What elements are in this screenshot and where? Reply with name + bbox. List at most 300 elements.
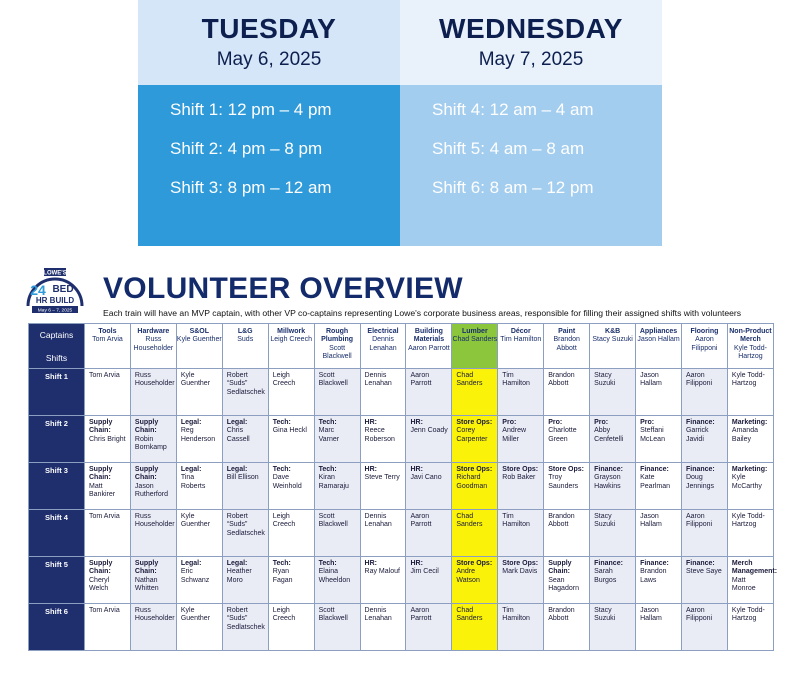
captain-name: Kyle Todd-Hartzog <box>733 344 767 361</box>
department-label: HR: <box>410 419 423 426</box>
volunteer-cell <box>406 369 452 416</box>
category-name: Non-Product Merch <box>729 328 772 344</box>
volunteer-name: Marc Varner <box>318 427 340 443</box>
table-row <box>29 463 774 510</box>
volunteer-cell <box>727 604 773 651</box>
department-label: Tech: <box>272 560 291 567</box>
volunteer-name: Reg Henderson <box>180 427 216 443</box>
captain-name: Leigh Creech <box>270 336 312 344</box>
volunteer-name: Eric Schwanz <box>180 568 210 584</box>
volunteer-name: Dave Weinhold <box>272 474 302 490</box>
volunteer-name: Bill Ellison <box>226 474 259 482</box>
department-label: Finance: <box>685 466 715 473</box>
volunteer-cell <box>406 510 452 557</box>
department-label: Tech: <box>272 419 291 426</box>
table-row <box>29 369 774 416</box>
shifts-label: Shifts <box>45 353 68 363</box>
volunteer-name: Brandon Abbott <box>548 607 575 623</box>
shift-label: Shift 5 <box>29 557 85 604</box>
department-label: Pro: <box>594 419 609 426</box>
volunteer-name: Brandon Abbott <box>548 372 575 388</box>
column-header <box>85 324 131 369</box>
volunteer-cell <box>360 416 406 463</box>
volunteer-name: Kyle Todd-Hartzog <box>731 372 765 388</box>
shift-time: Shift 6: 8 am – 12 pm <box>432 178 594 197</box>
tuesday-shifts <box>138 85 400 246</box>
volunteer-name: Jason Hallam <box>640 607 662 623</box>
category-name: Tools <box>98 328 117 335</box>
department-label: Supply Chain: <box>134 560 159 576</box>
department-label: Legal: <box>226 466 248 473</box>
column-header <box>314 324 360 369</box>
overview-subtitle: Each train will have an MVP captain, with other VP co-captains representing Lowe's corporate business areas, responsible for filling their assigned shifts with volunteers <box>103 308 742 318</box>
wednesday-column <box>400 0 662 246</box>
volunteer-cell <box>498 463 544 510</box>
department-label: Supply Chain: <box>134 419 159 435</box>
department-label: Tech: <box>318 560 337 567</box>
volunteer-cell <box>452 463 498 510</box>
captain-name: Russ Householder <box>133 336 174 352</box>
volunteer-cell <box>498 416 544 463</box>
volunteer-cell <box>176 510 222 557</box>
volunteer-name: Aaron Filipponi <box>685 513 713 529</box>
department-label: Pro: <box>548 419 563 426</box>
volunteer-cell <box>727 416 773 463</box>
volunteer-name: Dennis Lenahan <box>364 372 392 388</box>
table-corner <box>29 324 85 369</box>
volunteer-cell <box>176 463 222 510</box>
department-label: Store Ops: <box>502 466 539 473</box>
volunteer-name: Andrew Miller <box>502 427 527 443</box>
department-label: Legal: <box>180 466 202 473</box>
volunteer-cell <box>314 510 360 557</box>
volunteer-name: Abby Cenfetelli <box>594 427 624 443</box>
volunteer-cell <box>681 557 727 604</box>
department-label: Finance: <box>685 560 715 567</box>
volunteer-cell <box>590 604 636 651</box>
captain-name: Suds <box>237 336 254 344</box>
volunteer-cell <box>590 463 636 510</box>
volunteer-cell <box>636 369 682 416</box>
volunteer-cell <box>130 557 176 604</box>
department-label: Legal: <box>226 419 248 426</box>
captain-name: Tom Arvia <box>92 336 123 344</box>
volunteer-cell <box>268 463 314 510</box>
department-label: Tech: <box>318 466 337 473</box>
category-name: Hardware <box>137 328 170 335</box>
shift-label: Shift 1 <box>29 369 85 416</box>
volunteer-cell <box>636 604 682 651</box>
shift-time: Shift 1: 12 pm – 4 pm <box>170 100 332 119</box>
column-header <box>360 324 406 369</box>
volunteer-cell <box>544 369 590 416</box>
volunteer-cell <box>360 463 406 510</box>
volunteer-name: Russ Householder <box>134 607 175 623</box>
department-label: Store Ops: <box>456 466 493 473</box>
department-label: Supply Chain: <box>548 560 572 576</box>
volunteer-cell <box>452 416 498 463</box>
captain-name: Brandon Abbott <box>553 336 580 352</box>
table-row <box>29 604 774 651</box>
department-label: Store Ops: <box>502 560 539 567</box>
volunteer-name: Amanda Bailey <box>731 427 758 443</box>
volunteer-name: Tom Arvia <box>89 372 120 379</box>
category-name: Building Materials <box>413 328 445 344</box>
volunteer-cell <box>314 463 360 510</box>
volunteer-name: Scott Blackwell <box>318 513 348 529</box>
volunteer-cell <box>727 557 778 604</box>
volunteer-name: Mark Davis <box>502 568 538 576</box>
volunteer-name: Stacy Suzuki <box>594 607 616 623</box>
category-name: Millwork <box>277 328 306 335</box>
volunteer-name: Tim Hamilton <box>502 607 530 623</box>
volunteer-name: Rob Baker <box>502 474 536 482</box>
volunteer-cell <box>681 604 727 651</box>
volunteer-cell <box>498 557 544 604</box>
volunteer-cell <box>130 416 176 463</box>
volunteer-name: Jim Cecil <box>410 568 439 576</box>
volunteer-cell <box>85 416 131 463</box>
volunteer-cell <box>360 604 406 651</box>
volunteer-name: Tina Roberts <box>180 474 206 490</box>
column-header <box>544 324 590 369</box>
volunteer-name: Kyle Guenther <box>180 513 211 529</box>
column-header <box>176 324 222 369</box>
volunteer-name: Jason Hallam <box>640 372 662 388</box>
volunteer-cell <box>406 416 452 463</box>
volunteer-name: Stacy Suzuki <box>594 372 616 388</box>
volunteer-name: Scott Blackwell <box>318 607 348 623</box>
volunteer-name: Heather Moro <box>226 568 252 584</box>
volunteer-cell <box>544 604 590 651</box>
volunteer-name: Reece Roberson <box>364 427 395 443</box>
column-header <box>590 324 636 369</box>
volunteer-cell <box>544 557 590 604</box>
volunteer-cell <box>130 369 176 416</box>
volunteer-cell <box>636 463 682 510</box>
shift-label: Shift 6 <box>29 604 85 651</box>
volunteer-name: Nathan Whitten <box>134 576 159 593</box>
volunteer-cell <box>360 557 406 604</box>
captain-name: Dennis Lenahan <box>369 336 397 352</box>
volunteer-cell <box>176 604 222 651</box>
department-label: Pro: <box>640 419 655 426</box>
volunteer-cell <box>452 369 498 416</box>
captain-name: Aaron Filipponi <box>691 336 718 352</box>
department-label: Legal: <box>180 419 202 426</box>
volunteer-cell <box>314 604 360 651</box>
volunteer-cell <box>85 510 131 557</box>
category-name: Lumber <box>462 328 488 335</box>
volunteer-name: Leigh Creech <box>272 372 296 388</box>
table-row <box>29 510 774 557</box>
volunteer-cell <box>222 416 268 463</box>
volunteer-cell <box>360 369 406 416</box>
department-label: Store Ops: <box>456 560 493 567</box>
volunteer-cell <box>268 510 314 557</box>
volunteer-cell <box>590 557 636 604</box>
column-header <box>681 324 727 369</box>
volunteer-name: Sarah Burgos <box>594 568 617 584</box>
column-header <box>452 324 498 369</box>
category-name: Flooring <box>690 328 719 335</box>
volunteer-name: Dennis Lenahan <box>364 607 392 623</box>
volunteer-cell <box>176 416 222 463</box>
volunteer-name: Kyle Todd-Hartzog <box>731 607 765 623</box>
shift-time: Shift 3: 8 pm – 12 am <box>170 178 332 197</box>
category-name: Electrical <box>367 328 399 335</box>
volunteer-cell <box>544 510 590 557</box>
shift-label: Shift 4 <box>29 510 85 557</box>
volunteer-cell <box>406 604 452 651</box>
category-name: L&G <box>237 328 253 335</box>
volunteer-cell <box>590 416 636 463</box>
day-date: May 6, 2025 <box>216 49 322 70</box>
column-header <box>406 324 452 369</box>
volunteer-cell <box>636 557 682 604</box>
captain-name: Aaron Parrott <box>408 344 450 352</box>
shift-time: Shift 4: 12 am – 4 am <box>432 100 594 119</box>
volunteer-name: Kyle Guenther <box>180 372 211 388</box>
volunteer-cell <box>222 463 268 510</box>
column-header <box>130 324 176 369</box>
volunteer-name: Tim Hamilton <box>502 372 530 388</box>
volunteer-cell <box>222 369 268 416</box>
svg-text:May 6 – 7, 2025: May 6 – 7, 2025 <box>37 308 73 314</box>
svg-text:LOWE'S: LOWE'S <box>43 270 67 277</box>
shift-schedule <box>138 0 662 246</box>
volunteer-name: Cheryl Welch <box>89 576 110 593</box>
column-header <box>222 324 268 369</box>
volunteer-cell <box>452 510 498 557</box>
volunteer-cell <box>360 510 406 557</box>
volunteer-cell <box>314 369 360 416</box>
volunteer-name: Aaron Parrott <box>410 513 432 529</box>
volunteer-cell <box>130 510 176 557</box>
volunteer-cell <box>681 463 727 510</box>
volunteer-cell <box>544 416 590 463</box>
table-row <box>29 416 774 463</box>
department-label: HR: <box>410 466 423 473</box>
volunteer-name: Chad Sanders <box>456 372 483 388</box>
department-label: HR: <box>364 466 377 473</box>
volunteer-cell <box>406 557 452 604</box>
volunteer-cell <box>314 416 360 463</box>
volunteer-name: Robert “Suds” Sedlatschek <box>226 372 265 396</box>
volunteer-cell <box>176 369 222 416</box>
department-label: Finance: <box>594 560 623 567</box>
volunteer-cell <box>130 463 176 510</box>
overview-title: VOLUNTEER OVERVIEW <box>103 272 463 305</box>
department-label: Marketing: <box>731 419 768 426</box>
column-header <box>268 324 314 369</box>
department-label: HR: <box>364 560 377 567</box>
shift-time: Shift 2: 4 pm – 8 pm <box>170 139 323 158</box>
volunteer-name: Stacy Suzuki <box>594 513 616 529</box>
column-header <box>727 324 773 369</box>
volunteer-name: Tom Arvia <box>89 513 120 520</box>
wednesday-shifts <box>400 85 662 246</box>
volunteer-name: Matt Monroe <box>731 576 756 593</box>
volunteer-cell <box>406 463 452 510</box>
volunteer-name: Kiran Ramaraju <box>318 474 349 490</box>
wednesday-header <box>400 0 662 85</box>
volunteer-name: Chad Sanders <box>456 513 483 529</box>
department-label: Legal: <box>226 560 248 567</box>
shift-time: Shift 5: 4 am – 8 am <box>432 139 585 158</box>
volunteer-name: Steffani McLean <box>640 427 665 443</box>
svg-text:BED: BED <box>52 284 74 295</box>
department-label: Tech: <box>318 419 337 426</box>
volunteer-name: Grayson Hawkins <box>594 474 621 490</box>
svg-text:HR BUILD: HR BUILD <box>35 296 75 305</box>
volunteer-cell <box>681 416 727 463</box>
volunteer-name: Jason Hallam <box>640 513 662 529</box>
category-name: K&B <box>605 328 621 335</box>
volunteer-cell <box>130 604 176 651</box>
department-label: Supply Chain: <box>89 560 113 576</box>
volunteer-cell <box>268 369 314 416</box>
volunteer-name: Leigh Creech <box>272 607 296 623</box>
volunteer-cell <box>590 510 636 557</box>
volunteer-cell <box>452 604 498 651</box>
department-label: Finance: <box>640 560 669 567</box>
volunteer-name: Brandon Abbott <box>548 513 575 529</box>
department-label: Merch Management: <box>731 560 778 576</box>
volunteer-name: Kyle Guenther <box>180 607 211 623</box>
volunteer-name: Richard Goodman <box>456 474 488 490</box>
volunteer-name: Leigh Creech <box>272 513 296 529</box>
column-header <box>498 324 544 369</box>
column-header <box>636 324 682 369</box>
volunteer-name: Jenn Coady <box>410 427 448 435</box>
captain-name: Kyle Guenther <box>176 336 222 344</box>
volunteer-cell <box>268 416 314 463</box>
volunteer-name: Aaron Parrott <box>410 607 432 623</box>
volunteer-name: Tim Hamilton <box>502 513 530 529</box>
volunteer-name: Corey Carpenter <box>456 427 488 443</box>
volunteer-cell <box>176 557 222 604</box>
volunteer-cell <box>85 557 131 604</box>
volunteer-cell <box>222 510 268 557</box>
volunteer-name: Scott Blackwell <box>318 372 348 388</box>
volunteer-cell <box>727 463 773 510</box>
volunteer-name: Steve Terry <box>364 474 400 482</box>
table-header-row <box>29 324 774 369</box>
bed-build-logo <box>20 266 90 324</box>
volunteer-name: Ray Malouf <box>364 568 400 576</box>
department-label: Pro: <box>502 419 517 426</box>
day-name: TUESDAY <box>201 13 337 44</box>
department-label: Finance: <box>594 466 623 473</box>
volunteer-name: Matt Bankirer <box>89 482 116 499</box>
volunteer-name: Chad Sanders <box>456 607 483 623</box>
volunteer-cell <box>452 557 498 604</box>
captain-name: Chad Sanders <box>452 336 498 344</box>
shift-label: Shift 2 <box>29 416 85 463</box>
svg-text:24: 24 <box>30 282 46 298</box>
volunteer-name: Tom Arvia <box>89 607 120 614</box>
tuesday-header <box>138 0 400 85</box>
category-name: Appliances <box>639 328 678 335</box>
volunteer-name: Javi Cano <box>410 474 442 482</box>
department-label: Legal: <box>180 560 202 567</box>
volunteer-name: Sean Hagadorn <box>548 576 579 593</box>
captain-name: Tim Hamilton <box>500 336 542 344</box>
department-label: HR: <box>410 560 423 567</box>
volunteer-name: Kyle McCarthy <box>731 474 762 490</box>
volunteer-name: Robert “Suds” Sedlatschek <box>226 513 265 537</box>
category-name: Décor <box>510 328 531 335</box>
volunteer-table <box>28 323 778 651</box>
day-name: WEDNESDAY <box>439 13 623 44</box>
department-label: HR: <box>364 419 377 426</box>
volunteer-name: Brandon Laws <box>640 568 667 584</box>
captain-name: Jason Hallam <box>637 336 680 344</box>
volunteer-cell <box>590 369 636 416</box>
department-label: Supply Chain: <box>134 466 159 482</box>
department-label: Store Ops: <box>456 419 493 426</box>
volunteer-cell <box>544 463 590 510</box>
volunteer-cell <box>85 369 131 416</box>
volunteer-name: Kyle Todd-Hartzog <box>731 513 765 529</box>
day-date: May 7, 2025 <box>478 49 584 70</box>
captains-label: Captains <box>39 330 74 340</box>
department-label: Store Ops: <box>548 466 585 473</box>
volunteer-cell <box>498 604 544 651</box>
volunteer-name: Chris Bright <box>89 435 126 443</box>
volunteer-cell <box>498 369 544 416</box>
category-name: Paint <box>558 328 576 335</box>
department-label: Tech: <box>272 466 291 473</box>
volunteer-cell <box>498 510 544 557</box>
volunteer-name: Aaron Parrott <box>410 372 432 388</box>
volunteer-cell <box>314 557 360 604</box>
volunteer-name: Doug Jennings <box>685 474 715 490</box>
volunteer-name: Troy Saunders <box>548 474 579 490</box>
volunteer-name: Russ Householder <box>134 372 175 388</box>
table-row <box>29 557 774 604</box>
volunteer-name: Robert “Suds” Sedlatschek <box>226 607 265 631</box>
volunteer-name: Aaron Filipponi <box>685 372 713 388</box>
volunteer-name: Ryan Fagan <box>272 568 293 584</box>
volunteer-name: Steve Saye <box>685 568 722 576</box>
volunteer-cell <box>636 510 682 557</box>
volunteer-cell <box>85 463 131 510</box>
volunteer-cell <box>85 604 131 651</box>
volunteer-name: Jason Rutherford <box>134 482 168 499</box>
volunteer-cell <box>222 604 268 651</box>
volunteer-name: Andre Watson <box>456 568 480 584</box>
volunteer-name: Garrick Javidi <box>685 427 709 443</box>
volunteer-name: Dennis Lenahan <box>364 513 392 529</box>
volunteer-cell <box>727 510 773 557</box>
category-name: S&OL <box>189 328 210 335</box>
volunteer-name: Gina Heckl <box>272 427 307 435</box>
captain-name: Scott Blackwell <box>322 344 352 361</box>
volunteer-cell <box>222 557 268 604</box>
captain-name: Stacy Suzuki <box>592 336 633 344</box>
department-label: Marketing: <box>731 466 768 473</box>
shift-label: Shift 3 <box>29 463 85 510</box>
volunteer-cell <box>268 557 314 604</box>
volunteer-name: Charlotte Green <box>548 427 577 443</box>
volunteer-cell <box>636 416 682 463</box>
volunteer-name: Kate Pearlman <box>640 474 671 490</box>
volunteer-cell <box>268 604 314 651</box>
department-label: Supply Chain: <box>89 419 113 435</box>
tuesday-column <box>138 0 400 246</box>
